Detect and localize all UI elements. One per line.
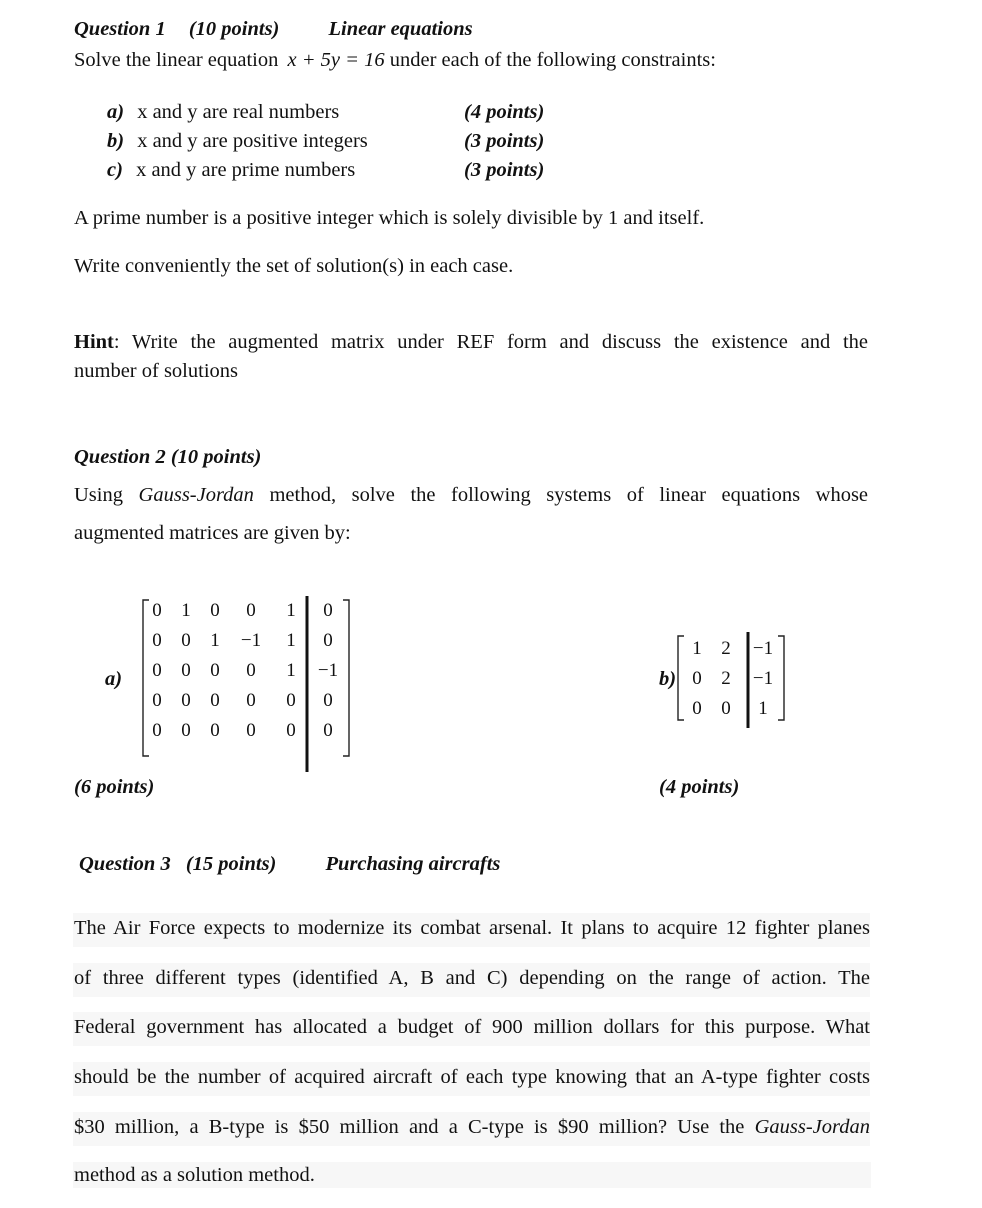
- matrix-b-cell: 0: [721, 698, 731, 719]
- q1-intro-prefix: Solve the linear equation: [74, 49, 279, 71]
- matrix-a-cell: 0: [246, 660, 256, 681]
- q1-prime-definition: A prime number is a positive integer which is solely divisible by 1 and itself.: [74, 207, 705, 229]
- q2-line1: [74, 484, 868, 507]
- q1-hint-text: : Write the augmented matrix under REF form and discuss the existence and the: [113, 331, 868, 353]
- matrix-a-cell: 0: [323, 690, 333, 711]
- q2-method: Gauss-Jordan: [138, 484, 254, 506]
- matrix-b-cell: 0: [692, 668, 702, 689]
- matrix-b-left-bracket: [678, 636, 684, 720]
- q3-line: should be the number of acquired aircraft of each type knowing that an A-type fighter costs: [73, 1062, 870, 1096]
- matrix-a-cell: −1: [317, 660, 339, 681]
- matrix-a-cell: 0: [286, 690, 296, 711]
- q2-heading: Question 2 (10 points): [74, 446, 262, 468]
- matrix-a-cell: 0: [152, 720, 162, 741]
- matrix-a-cell: 0: [152, 690, 162, 711]
- matrix-a-cell: 0: [246, 720, 256, 741]
- matrix-a-cell: 0: [181, 690, 191, 711]
- matrix-a-cell: 1: [286, 660, 296, 681]
- q1-item-text: x and y are positive integers: [137, 130, 368, 152]
- q3-line: of three different types (identified A, B and C) depending on the range of action. The: [73, 963, 870, 997]
- matrix-b-label: b): [659, 668, 677, 690]
- q1-item-text: x and y are prime numbers: [136, 159, 356, 181]
- matrix-a-cell: 0: [246, 690, 256, 711]
- q1-item-label: a): [107, 101, 125, 123]
- q1-title: Linear equations: [328, 18, 473, 40]
- matrix-b-cell: 1: [692, 638, 702, 659]
- matrix-a-cell: 0: [181, 660, 191, 681]
- matrix-a-cell: 0: [323, 720, 333, 741]
- matrix-a-cell: 0: [246, 600, 256, 621]
- q1-item-b-points: (3 points): [464, 130, 545, 152]
- q3-heading: Question 3: [79, 853, 171, 875]
- q3-line: Federal government has allocated a budget of 900 million dollars for this purpose. What: [73, 1012, 870, 1046]
- q1-hint-line2: number of solutions: [74, 360, 238, 382]
- q1-equation: x + 5y = 16: [287, 49, 385, 71]
- matrix-a: [135, 592, 365, 776]
- matrix-a-cell: 0: [181, 720, 191, 741]
- q1-header: [74, 18, 473, 41]
- q1-item-b: [107, 130, 368, 153]
- q2-line1-suffix: method, solve the following systems of linear equations whose: [269, 484, 869, 506]
- matrix-b-cell: 2: [721, 668, 731, 689]
- matrix-a-cell: 0: [181, 630, 191, 651]
- matrix-a-cell: 1: [286, 600, 296, 621]
- q1-item-text: x and y are real numbers: [137, 101, 340, 123]
- matrix-b-cell: −1: [752, 668, 774, 689]
- matrix-a-cell: 0: [210, 600, 220, 621]
- matrix-a-right-bracket: [343, 600, 349, 756]
- matrix-a-cell: 1: [286, 630, 296, 651]
- matrix-a-left-bracket: [143, 600, 149, 756]
- matrix-a-cell: 1: [210, 630, 220, 651]
- matrix-a-label: a): [105, 668, 123, 690]
- matrix-a-cell: 0: [210, 690, 220, 711]
- q1-intro: [74, 49, 716, 72]
- q1-intro-suffix: under each of the following constraints:: [389, 49, 716, 71]
- q3-line5: [73, 1112, 870, 1146]
- q3-line: The Air Force expects to modernize its combat arsenal. It plans to acquire 12 fighter planes: [73, 913, 870, 947]
- matrix-a-cell: 1: [181, 600, 191, 621]
- matrix-a-cell: 0: [323, 600, 333, 621]
- q3-header: [79, 853, 500, 876]
- q3-line6: method as a solution method.: [73, 1162, 871, 1188]
- q1-points: (10 points): [188, 18, 280, 40]
- q3-points: (15 points): [185, 853, 277, 875]
- q3-line5-prefix: $30 million, a B-type is $50 million and a C-type is $90 million? Use the: [74, 1116, 745, 1138]
- q1-hint-label: Hint: [74, 331, 114, 353]
- matrix-b-right-bracket: [778, 636, 784, 720]
- q3-method: Gauss-Jordan: [754, 1116, 870, 1138]
- q3-title: Purchasing aircrafts: [325, 853, 501, 875]
- matrix-a-cell: −1: [240, 630, 262, 651]
- matrix-b: [670, 628, 800, 732]
- matrix-b-cell: 2: [721, 638, 731, 659]
- matrix-a-cell: 0: [152, 660, 162, 681]
- matrix-a-cell: 0: [210, 720, 220, 741]
- matrix-a-cell: 0: [210, 660, 220, 681]
- q1-item-a-points: (4 points): [464, 101, 545, 123]
- matrix-a-cell: 0: [152, 630, 162, 651]
- matrix-b-cell: 0: [692, 698, 702, 719]
- matrix-b-cell: −1: [752, 638, 774, 659]
- matrix-a-cell: 0: [323, 630, 333, 651]
- q1-item-label: b): [107, 130, 125, 152]
- q2-line2: augmented matrices are given by:: [74, 522, 351, 544]
- q1-instruction: Write conveniently the set of solution(s) in each case.: [74, 255, 514, 277]
- q1-hint-line1: [74, 331, 868, 354]
- q1-item-c: [107, 159, 355, 182]
- q1-heading: Question 1: [74, 18, 166, 40]
- matrix-a-cell: 0: [286, 720, 296, 741]
- matrix-b-points: (4 points): [659, 776, 740, 798]
- matrix-b-cell: 1: [758, 698, 768, 719]
- matrix-a-cell: 0: [152, 600, 162, 621]
- matrix-a-points: (6 points): [74, 776, 155, 798]
- q1-item-label: c): [107, 159, 123, 181]
- q2-line1-prefix: Using: [74, 484, 123, 506]
- q1-item-a: [107, 101, 339, 124]
- q1-item-c-points: (3 points): [464, 159, 545, 181]
